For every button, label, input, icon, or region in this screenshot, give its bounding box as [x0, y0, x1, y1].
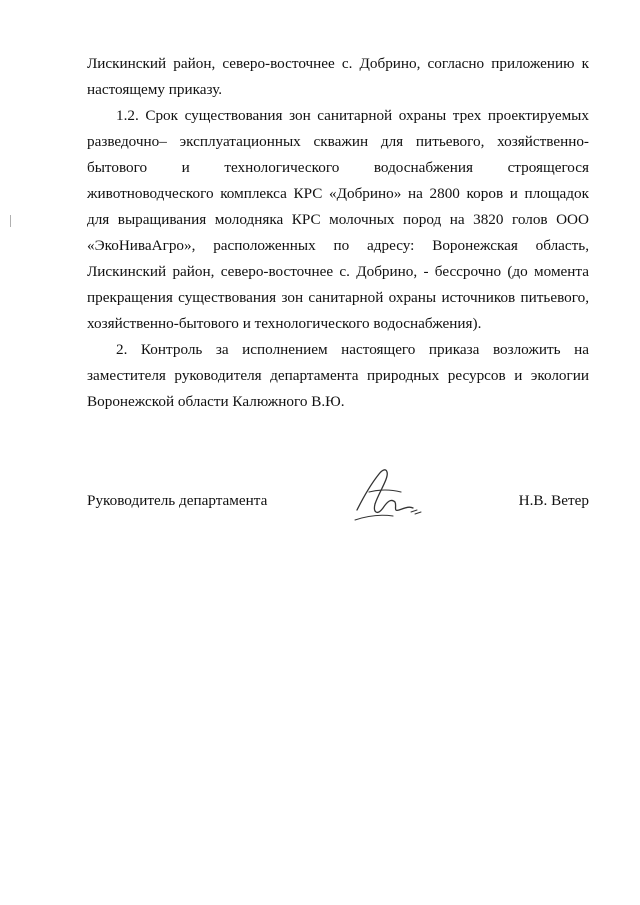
signature-block — [87, 462, 589, 532]
handwritten-signature — [349, 462, 429, 527]
item-1-2-paragraph: 1.2. Срок существования зон санитарной охраны трех проектируемых разведочно– эксплуатационных скважин для питьевого, хозяйственно-бытового и технологического водоснабжения строящегося животноводческого комплекса КРС «Добрино» на 2800 коров и площадок для выращивания молодняка КРС молочных пород на 3820 голов ООО «ЭкоНиваАгро», расположенных по адресу: Воронежская область, Лискинский район, северо-восточнее с. Добрино, - бессрочно (до момента прекращения существования зон санитарной охраны источников питьевого, хозяйственно-бытового и технологического водоснабжения). — [87, 107, 589, 332]
scan-margin-mark — [10, 215, 11, 227]
item-2-paragraph: 2. Контроль за исполнением настоящего приказа возложить на заместителя руководителя департамента природных ресурсов и экологии Воронежской области Калюжного В.Ю. — [87, 341, 589, 410]
document-body — [87, 51, 589, 415]
signatory-title: Руководитель департамента — [87, 492, 268, 509]
continuation-paragraph: Лискинский район, северо-восточнее с. Добрино, согласно приложению к настоящему приказу. — [87, 55, 589, 98]
signatory-name: Н.В. Ветер — [518, 492, 589, 509]
